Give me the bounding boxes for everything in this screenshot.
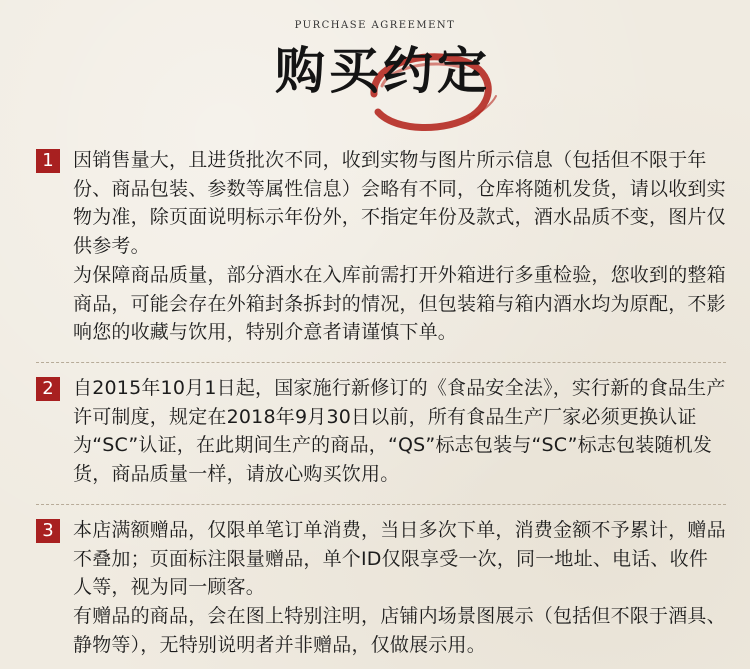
section-2-paragraph-1: 自2015年10月1日起，国家施行新修订的《食品安全法》，实行新的食品生产许可制度，规定在2018年9月30日以前，所有食品生产厂家必须更换认证为“SC”认证，在此期间生产的商品，“QS”标志包装与“SC”标志包装随机发货，商品质量一样，请放心购买饮用。 bbox=[73, 377, 726, 485]
section-divider bbox=[36, 362, 726, 363]
section-number-badge: 3 bbox=[36, 519, 60, 543]
section-divider bbox=[36, 504, 726, 505]
section-number-badge: 2 bbox=[36, 377, 60, 401]
page-title: 购买约定 bbox=[275, 41, 491, 100]
section-3-paragraph-1: 本店满额赠品，仅限单笔订单消费，当日多次下单，消费金额不予累计，赠品不叠加；页面标注限量赠品，单个ID仅限享受一次，同一地址、电话、收件人等，视为同一顾客。 bbox=[73, 519, 726, 599]
agreement-section-2 bbox=[36, 374, 726, 494]
agreement-section-1 bbox=[36, 146, 726, 346]
section-1-paragraph-2: 为保障商品质量，部分酒水在入库前需打开外箱进行多重检验，您收到的整箱商品，可能会存在外箱封条拆封的情况，但包装箱与箱内酒水均为原配，不影响您的收藏与饮用，特别介意者请谨慎下单。 bbox=[73, 264, 726, 344]
agreement-section-3 bbox=[36, 516, 726, 666]
section-number-badge: 1 bbox=[36, 149, 60, 173]
header-subtitle: PURCHASE AGREEMENT bbox=[294, 20, 456, 31]
section-3-paragraph-2: 有赠品的商品，会在图上特别注明，店铺内场景图展示（包括但不限于酒具、静物等），无特别说明者并非赠品，仅做展示用。 bbox=[73, 605, 726, 656]
header-title-block bbox=[0, 38, 750, 108]
section-1-paragraph-1: 因销售量大，且进货批次不同，收到实物与图片所示信息（包括但不限于年份、商品包装、参数等属性信息）会略有不同，仓库将随机发货，请以收到实物为准，除页面说明标示年份外，不指定年份及款式，酒水品质不变，图片仅供参考。 bbox=[73, 149, 726, 257]
